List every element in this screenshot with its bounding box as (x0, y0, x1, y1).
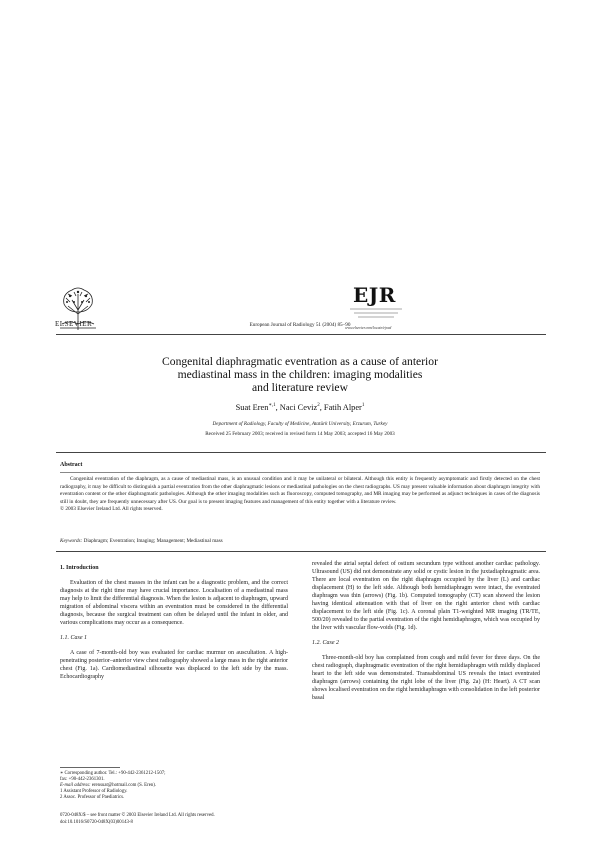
article-title (60, 355, 540, 395)
subsection-heading-case2: 1.2. Case 2 (312, 640, 339, 646)
abstract-text: Congenital eventration of the diaphragm, as a cause of mediastinal mass, is an unusual condition and it may be unilateral or bilateral. Although this entity is frequently asymptomatic and firstly detected on the chest radiography, it may be difficult to distinguish a partial eventration from the other diaphragmatic lesions or mediastinal pathologies on the chest radiographs. US may present valuable information about diaphragm integrity with eventration content or the other diaphragmatic pathologies. Although the other imaging modalities such as fluoroscopy, computed tomography, and MR imaging may be performed as adjunct techniques in cases of the diagnosis still in doubt, they are frequently unnecessary after US. Our goal is to present imaging features and management of this entity together with a literature review. (60, 476, 540, 505)
author-marks[interactable]: ∗,1 (268, 403, 276, 408)
journal-citation: European Journal of Radiology 51 (2004) 85–90 (249, 322, 351, 328)
author-name[interactable]: Suat Eren (235, 402, 269, 412)
subsection-heading-case1: 1.1. Case 1 (60, 635, 87, 641)
footnote-2: 2 Assoc. Professor of Paediatrics. (60, 795, 125, 801)
footnote-rule (60, 767, 120, 768)
title-line-3: and literature review (252, 381, 348, 395)
section-heading-introduction: 1. Introduction (60, 565, 99, 571)
right-column (312, 560, 540, 702)
journal-logo-lines (346, 306, 406, 324)
case2-paragraph: Three-month-old boy has complained from cough and mild fever for three days. On the chest radiograph, diaphragmatic eventration of the right hemidiaphragm with mildly displaced heart to the left side was demonstrated. Transabdominal US reveals the intact eventrated diaphragm (arrows) containing the right lobe of the liver (Fig. 2a) (H: Heart). A CT scan shows localised eventration on the right hemidiaphragm with consolidation in the left posterior basal (312, 655, 540, 701)
header-rule (56, 334, 546, 335)
left-column (60, 564, 288, 681)
journal-url[interactable]: www.elsevier.com/locate/ejrad (345, 326, 392, 330)
journal-logo: EJR (353, 283, 396, 307)
title-rule (56, 452, 546, 453)
received-dates: Received 25 February 2003; received in revised form 14 May 2003; accepted 16 May 2003 (205, 431, 395, 437)
title-line-2: mediastinal mass in the children: imaging modalities (177, 368, 423, 382)
author-marks[interactable]: 2 (317, 403, 320, 408)
affiliation: Department of Radiology, Faculty of Medicine, Atatürk University, Erzurum, Turkey (212, 421, 388, 427)
author-name[interactable]: Naci Ceviz (279, 402, 318, 412)
bottom-meta (60, 813, 215, 826)
email-address[interactable]: erensuat@hotmail.com (S. Eren). (91, 783, 157, 789)
footnote-fax: fax: +90-442-2361301. (60, 777, 105, 783)
keywords (60, 538, 540, 544)
abstract-heading: Abstract (60, 462, 83, 468)
footnotes (60, 771, 288, 801)
abstract-copyright: © 2003 Elsevier Ireland Ltd. All rights reserved. (60, 506, 163, 513)
author-list: Suat Eren$^{∗,1}$, Naci Ceviz$^2$, Fatih Alper$^1$ (235, 402, 365, 412)
abstract-rule (60, 472, 540, 473)
issn-line: 0720-048X/$ – see front matter © 2003 Elsevier Ireland Ltd. All rights reserved. (60, 813, 215, 818)
author-marks[interactable]: 1 (361, 403, 365, 408)
author-name[interactable]: Fatih Alper (323, 402, 362, 412)
publisher-name: ELSEVIER (55, 320, 93, 328)
email-label: E-mail address: (60, 783, 91, 789)
intro-paragraph: Evaluation of the chest masses in the infant can be a diagnostic problem, and the correct diagnosis at the right time may have crucial importance. Localisation of a mediastinal mass may help to limit the differential diagnosis. When the lesion is adjacent to diaphragm, upward migration of abdominal viscera within an eventration must be considered in the differential diagnosis, because the surgical treatment can often be delayed until the infant in older, and various complications may occur as a consequence. (60, 580, 288, 626)
case1-paragraph: A case of 7-month-old boy was evaluated for cardiac murmur on auscultation. A high-penetrating posterior–anterior view chest radiography showed a large mass in the right anterior chest (Fig. 1a). Cardiomediastinal silhouette was displaced to the left side by the mass. Echocardiography (60, 650, 288, 680)
case1-continued-paragraph: revealed the atrial septal defect of ostium secundum type without another cardiac pathology. Ultrasound (US) did not demonstrate any solid or cystic lesion in the juxtadiaphragmatic area. There are local eventration on the right diaphragm occupied by the liver (L) and cardiac displacement (H) to the left side. Although both hemidiaphragm were intact, the eventrated diaphragm was thin (arrows) (Fig. 1b). Computed tomography (CT) scan showed the lesion having identical attenuation with that of liver on the right anterior chest with cardiac displacement to the left side (Fig. 1c). A coronal plain T1-weighted MR imaging (TR/TE, 500/20) revealed to the partial eventration of the right hemidiaphragm, which was occupied by the liver with vascular flow-voids (Fig. 1d). (312, 561, 540, 631)
footnote-1: 1 Assistant Professor of Radiology. (60, 789, 128, 795)
keywords-list: Diaphragm; Eventration; Imaging; Management; Mediastinal mass (83, 538, 223, 544)
keywords-label: Keywords: (60, 538, 83, 544)
footnote-corresponding: ∗ Corresponding author. Tel.: +90-442-2361212-1507; (60, 771, 166, 776)
abstract-bottom-rule (56, 551, 546, 552)
title-line-1: Congenital diaphragmatic eventration as a cause of anterior (162, 355, 438, 368)
abstract-body (60, 476, 540, 514)
doi-line[interactable]: doi:10.1016/S0720-048X(03)00143-8 (60, 819, 133, 825)
